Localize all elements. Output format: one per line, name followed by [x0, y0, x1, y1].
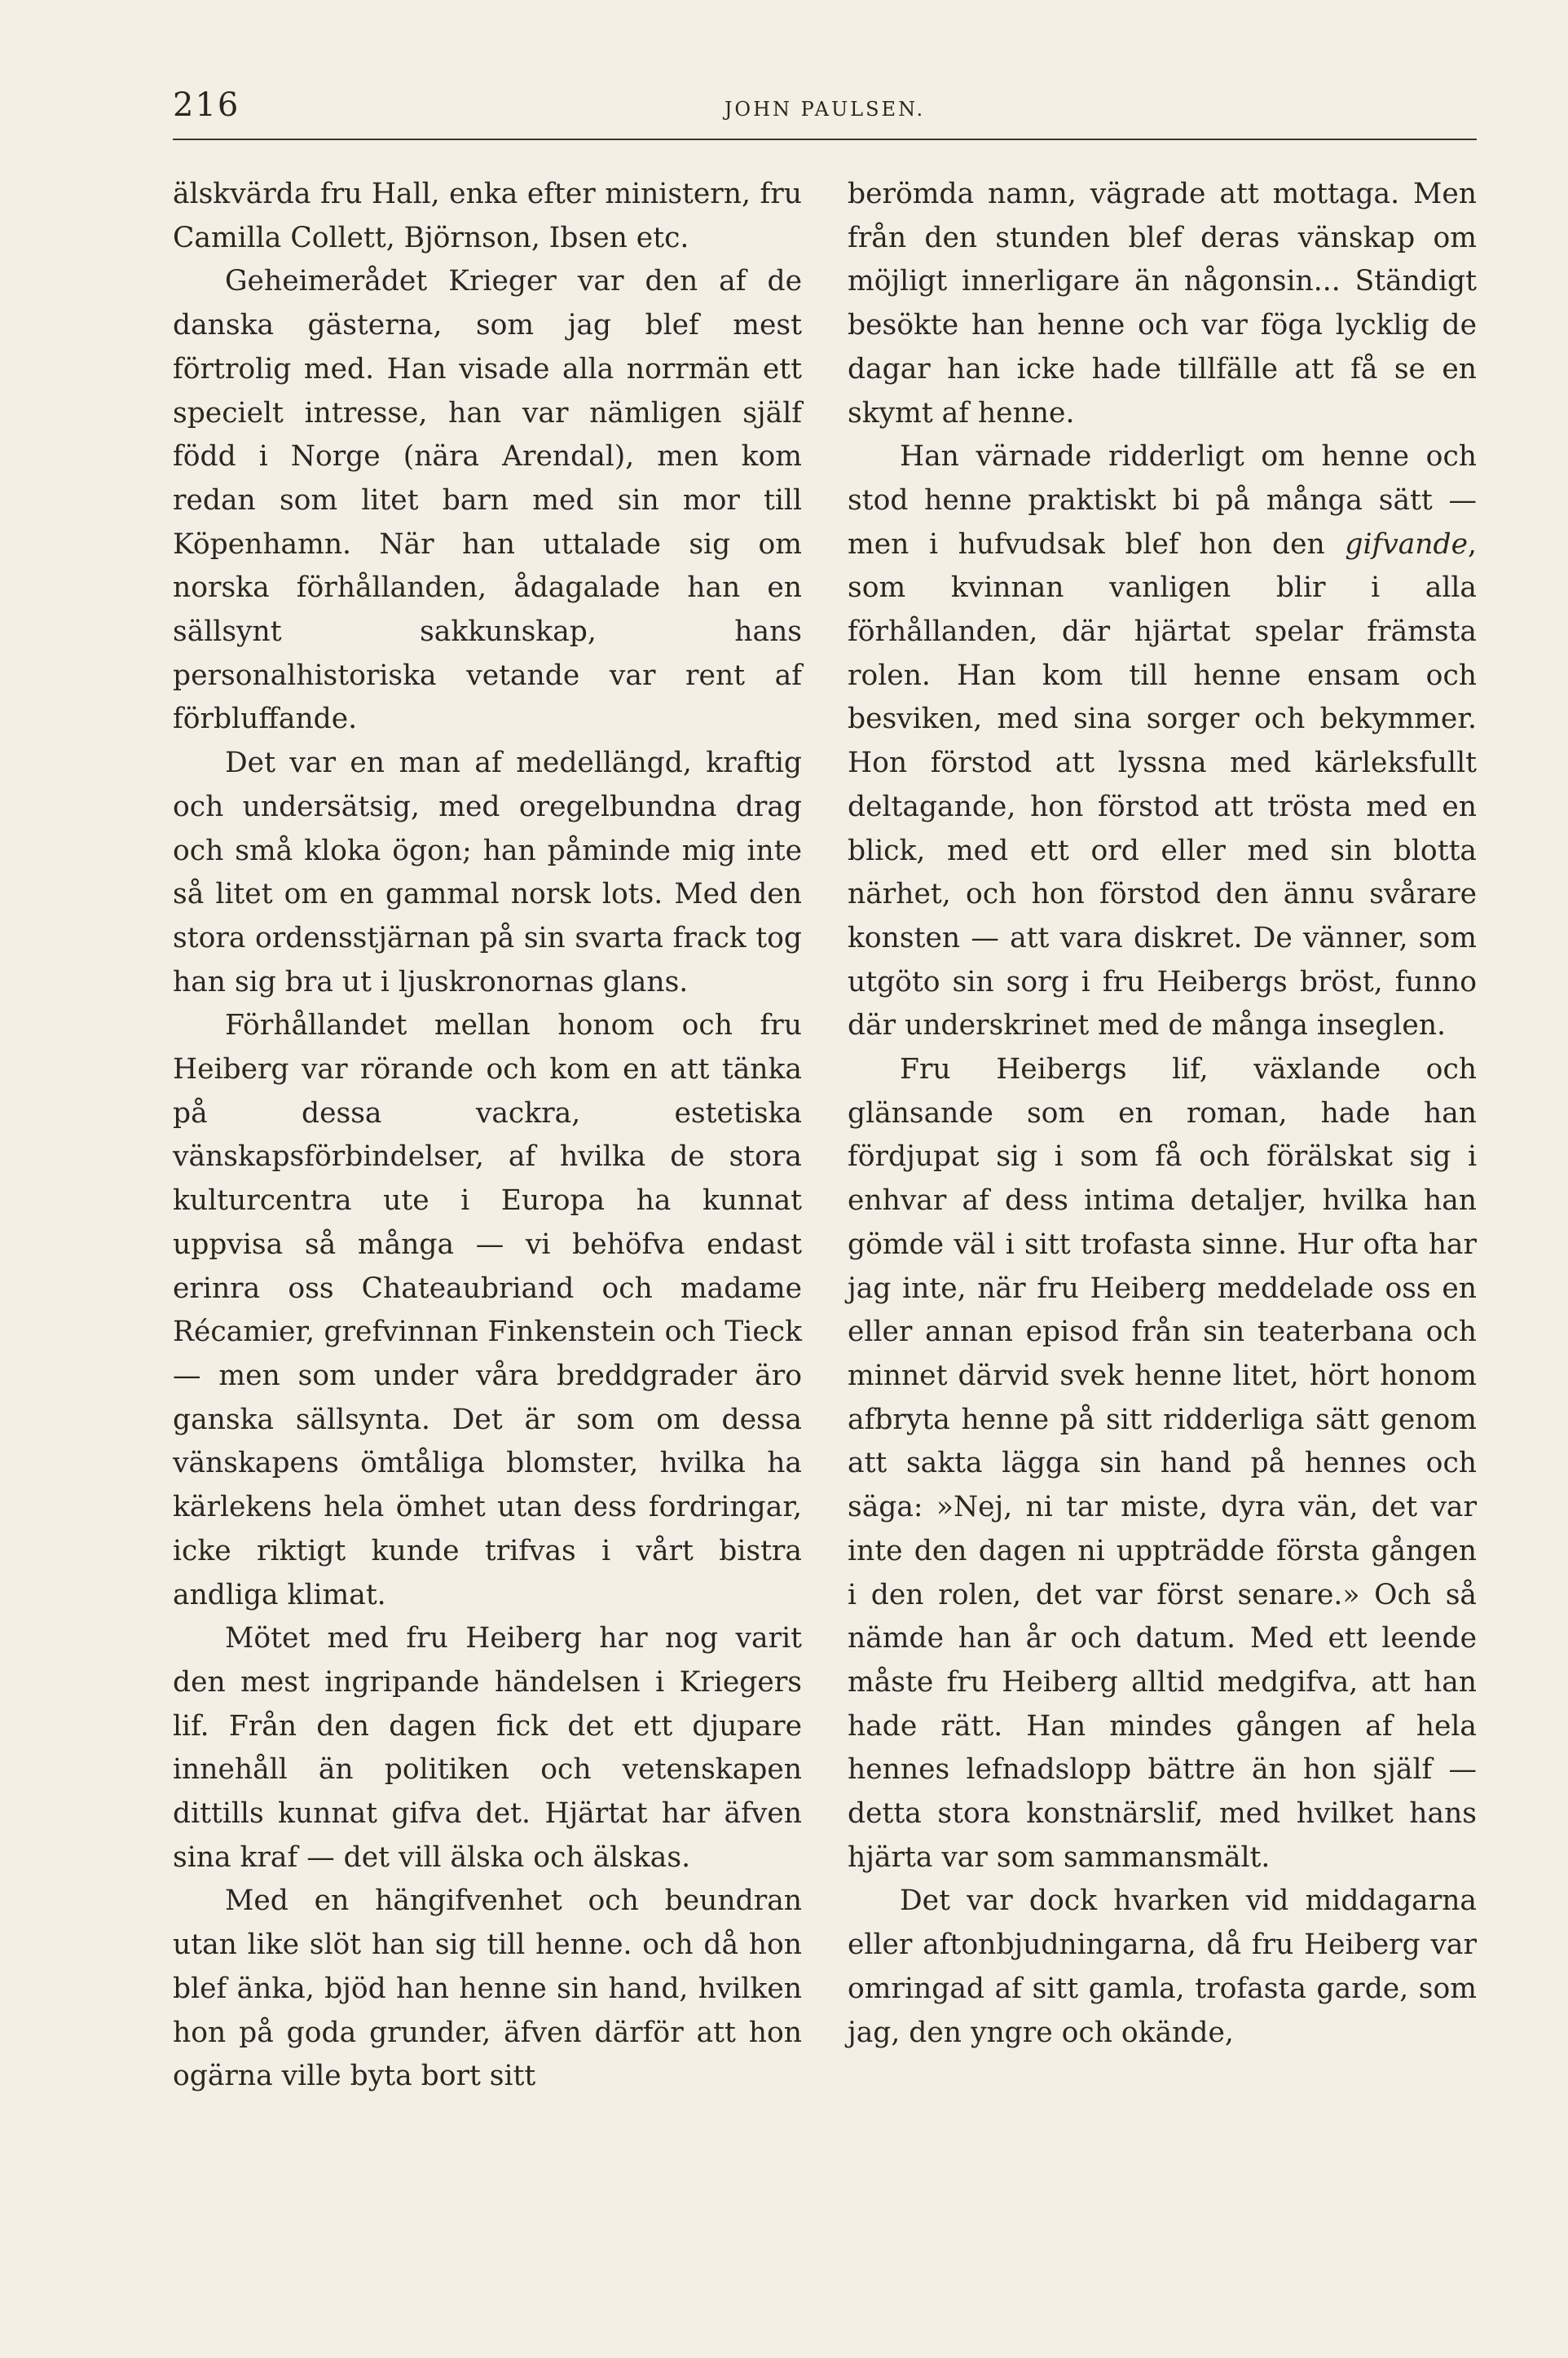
paragraph: Det var en man af medellängd, kraftig och undersätsig, med oregelbundna drag och små kloka ögon; han påminde mig inte så litet om en gammal norsk lots. Med den stora ordensstjärnan på sin svarta frack tog han sig bra ut i ljuskronornas glans.	[173, 747, 802, 998]
paragraph: Fru Heibergs lif, växlande och glänsande som en roman, hade han fördjupat sig i som få och förälskat sig i enhvar af dess intima detaljer, hvilka han gömde väl i sitt trofasta sinne. Hur ofta har jag inte, när fru Heiberg meddelade oss en eller annan episod från sin teaterbana och minnet därvid svek henne litet, hört honom afbryta henne på sitt ridderliga sätt genom att sakta lägga sin hand på hennes och säga: »Nej, ni tar miste, dyra vän, det var inte den dagen ni uppträdde första gången i den rolen, det var först senare.» Och så nämde han år och datum. Med ett leende måste fru Heiberg alltid medgifva, att han hade rätt. Han mindes gången af hela hennes lefnadslopp bättre än hon själf — detta stora konstnärslif, med hvilket hans hjärta var som sammansmält.	[848, 1053, 1477, 1874]
paragraph: Det var dock hvarken vid middagarna eller aftonbjudningarna, då fru Heiberg var omringad af sitt gamla, trofasta garde, som jag, den yngre och okände,	[848, 1884, 1477, 2049]
paragraph-text: , som kvinnan vanligen blir i alla förhållanden, där hjärtat spelar främsta rolen. Han kom till henne ensam och besviken, med sina sorger och bekymmer. Hon förstod att lyssna med kärleksfullt deltagande, hon förstod att trösta med en blick, med ett ord eller med sin blotta närhet, och hon förstod den ännu svårare konsten — att vara diskret. De vänner, som utgöto sin sorg i fru Heibergs bröst, funno där underskrinet med de många inseglen.	[848, 527, 1477, 1042]
header-rule	[173, 139, 1477, 140]
running-head: JOHN PAULSEN.	[724, 98, 926, 121]
paragraph-with-emphasis	[848, 435, 1477, 1048]
paragraph: Mötet med fru Heiberg har nog varit den mest ingripande händelsen i Kriegers lif. Från den dagen fick det ett djupare innehåll än politiken och vetenskapen dittills kunnat gifva det. Hjärtat har äfven sina kraf — det vill älska och älskas.	[173, 1622, 802, 1874]
paragraph-text: Han värnade ridderligt om henne och stod henne praktiskt bi på många sätt — men i hufvudsak blef hon den	[848, 440, 1477, 561]
left-column	[173, 173, 802, 2099]
emphasized-word: gifvande	[1345, 527, 1469, 561]
paragraph: älskvärda fru Hall, enka efter ministern, fru Camilla Collett, Björnson, Ibsen etc.	[173, 178, 802, 254]
paragraph: Förhållandet mellan honom och fru Heiberg var rörande och kom en att tänka på dessa vackra, estetiska vänskapsförbindelser, af hvilka de stora kulturcentra ute i Europa ha kunnat uppvisa så många — vi behöfva endast erinra oss Chateaubriand och madame Récamier, grefvinnan Finkenstein och Tieck — men som under våra breddgrader äro ganska sällsynta. Det är som om dessa vänskapens ömtåliga blomster, hvilka ha kärlekens hela ömhet utan dess fordringar, icke riktigt kunde trifvas i vårt bistra andliga klimat.	[173, 1009, 802, 1611]
paragraph: berömda namn, vägrade att mottaga. Men från den stunden blef deras vänskap om möjligt innerligare än någonsin... Ständigt besökte han henne och var föga lycklig de dagar han icke hade tillfälle att få se en skymt af henne.	[848, 178, 1477, 430]
paragraph: Med en hängifvenhet och beundran utan like slöt han sig till henne. och då hon blef änka, bjöd han henne sin hand, hvilken hon på goda grunder, äfven därför att hon ogärna ville byta bort sitt	[173, 1884, 802, 2093]
paragraph: Geheimerådet Krieger var den af de danska gästerna, som jag blef mest förtrolig med. Han visade alla norrmän ett specielt intresse, han var nämligen själf född i Norge (nära Arendal), men kom redan som litet barn med sin mor till Köpenhamn. När han uttalade sig om norska förhållanden, ådagalade han en sällsynt sakkunskap, hans personalhistoriska vetande var rent af förbluffande.	[173, 265, 802, 736]
page-header	[173, 86, 1477, 135]
page-number: 216	[173, 86, 240, 124]
right-column	[848, 173, 1477, 2055]
